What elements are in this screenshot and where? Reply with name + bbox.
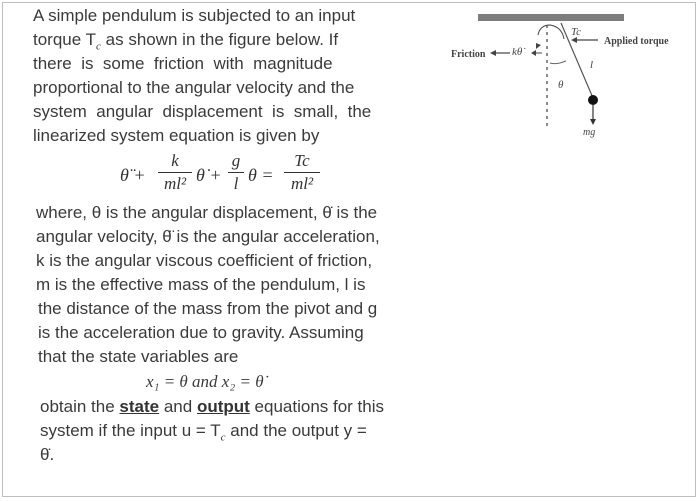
where-line-6: is the acceleration due to gravity. Assuming (38, 323, 364, 342)
tc-label: Tc (571, 26, 581, 38)
closing-obtain: obtain the (40, 397, 115, 416)
eq-k: k (171, 151, 179, 170)
theta-label: θ (558, 79, 564, 91)
where-line-1: where, θ is the angular displacement, θ̇ is the (36, 203, 378, 222)
closing-line-2 (40, 419, 367, 449)
eq-l: l (233, 174, 239, 193)
eq-g: g (231, 151, 241, 170)
mg-label: mg (583, 127, 596, 138)
eq-theta-equals: θ = (248, 165, 274, 185)
eq-ml2: ml² (163, 174, 187, 193)
eq-ml2-b: ml² (290, 174, 314, 193)
k-theta-dot-label: kθ̇ (512, 46, 523, 58)
eq-frac-k (158, 151, 192, 194)
closing-and: and (163, 397, 193, 416)
torque-text: torque T (33, 30, 97, 49)
eq-theta-ddot: θ̈ + (120, 165, 146, 185)
subscript-c: c (96, 40, 101, 53)
intro-line-1: A simple pendulum is subjected to an input (33, 6, 356, 25)
eq-frac-tc (284, 151, 320, 194)
where-line-4: m is the effective mass of the pendulum, l is (36, 275, 366, 294)
intro-line-3: there is some friction with magnitude (33, 54, 333, 73)
closing-sub-c: c (220, 431, 226, 444)
applied-torque-label: Applied torque (604, 36, 669, 47)
where-line-5: the distance of the mass from the pivot and g (38, 299, 378, 318)
intro-line-6: linearized system equation is given by (33, 126, 320, 145)
intro-line-4: proportional to the angular velocity and the (33, 78, 355, 97)
closing-output: and the output y = (225, 421, 367, 440)
where-line-3: k is the angular viscous coefficient of friction, (36, 251, 373, 270)
closing-line-1 (40, 395, 384, 419)
friction-label: Friction (451, 49, 486, 60)
theta-arc (550, 61, 566, 64)
eq-tc: Tc (294, 151, 310, 170)
where-line-2: angular velocity, θ̈ is the angular acceleration, (36, 227, 380, 246)
torque-curl (538, 25, 564, 39)
ceiling-bar (478, 14, 624, 21)
intro-line-2-rest: as shown in the figure below. If (105, 30, 339, 49)
closing-line-3: θ̇. (40, 445, 55, 464)
closing-input: system if the input u = T (40, 421, 221, 440)
closing-rest: equations for this (254, 397, 385, 416)
length-label: l (590, 59, 594, 71)
pendulum-figure (440, 5, 695, 145)
eq-frac-g (228, 151, 244, 194)
state-variables: x₁ = θ and x₂ = θ̇ (146, 372, 264, 391)
where-line-7: that the state variables are (38, 347, 239, 366)
intro-line-5: system angular displacement is small, the (33, 102, 372, 121)
state-underlined: state (119, 397, 160, 416)
eq-theta-dot: θ̇ + (196, 165, 222, 185)
pendulum-bob (588, 95, 598, 105)
output-underlined: output (196, 397, 250, 416)
